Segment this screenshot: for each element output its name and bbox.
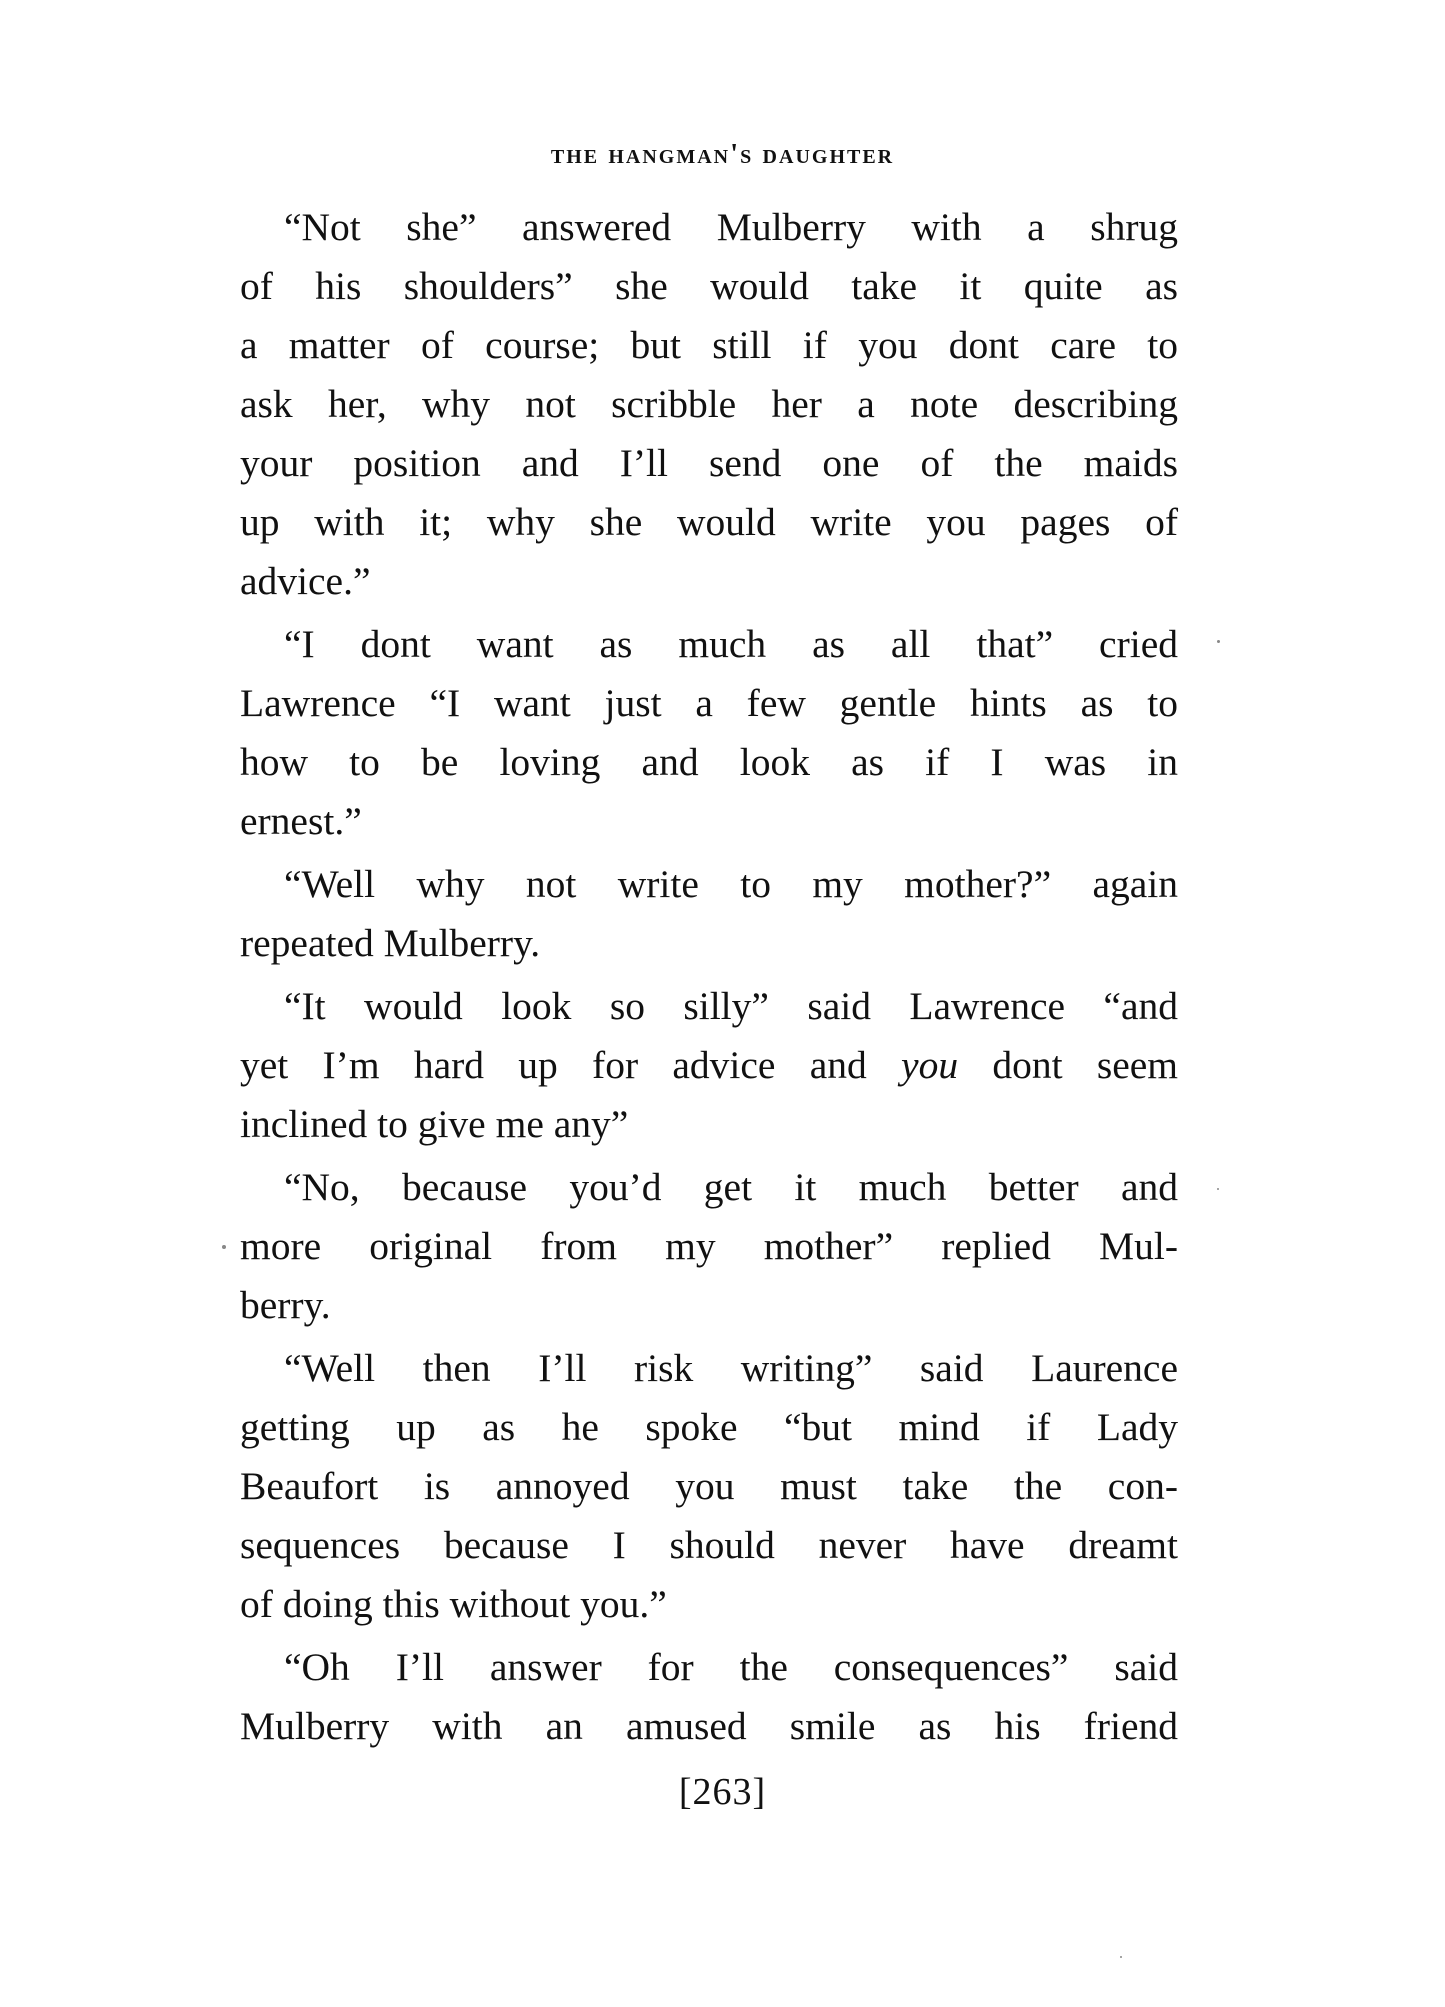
text-line: berry. (240, 1283, 331, 1327)
text-line: how to be loving and look as if I was in (240, 740, 1178, 784)
text-line: of his shoulders” she would take it quite as (240, 264, 1178, 308)
text-line: “Oh I’ll answer for the consequences” said (284, 1645, 1178, 1689)
paragraph-1 (240, 198, 1178, 611)
text-line: getting up as he spoke “but mind if Lady (240, 1405, 1178, 1449)
text-line: Lawrence “I want just a few gentle hints as to (240, 681, 1178, 725)
paper-speck (1217, 1188, 1219, 1190)
text-fragment: yet I’m hard up for advice and (240, 1043, 902, 1087)
text-line: repeated Mulberry. (240, 921, 541, 965)
paragraph-4 (240, 977, 1178, 1154)
text-line: “Not she” answered Mulberry with a shrug (284, 205, 1178, 249)
text-line: “Well then I’ll risk writing” said Laurence (284, 1346, 1178, 1390)
text-fragment: dont seem (958, 1043, 1179, 1087)
text-line: of doing this without you.” (240, 1582, 667, 1626)
paragraph-3 (240, 855, 1178, 973)
text-line: “It would look so silly” said Lawrence “and (284, 984, 1178, 1028)
text-line: more original from my mother” replied Mul- (240, 1224, 1178, 1268)
paragraph-2 (240, 615, 1178, 851)
text-line: “I dont want as much as all that” cried (284, 622, 1178, 666)
text-line: inclined to give me any” (240, 1102, 629, 1146)
page-number: [263] (678, 1771, 767, 1813)
running-head: the hangman's daughter (550, 138, 895, 170)
text-line: up with it; why she would write you pages of (240, 500, 1178, 544)
text-line-with-emphasis (240, 1036, 1178, 1095)
paper-speck (222, 1245, 226, 1249)
text-line: “No, because you’d get it much better and (284, 1165, 1178, 1209)
text-line: Mulberry with an amused smile as his friend (240, 1704, 1178, 1748)
paper-speck (1217, 640, 1220, 643)
text-line: your position and I’ll send one of the maids (240, 441, 1178, 485)
text-line: a matter of course; but still if you dont care to (240, 323, 1178, 367)
paragraph-6 (240, 1339, 1178, 1634)
body-text (240, 198, 1178, 1760)
text-line: advice.” (240, 559, 371, 603)
text-line: Beaufort is annoyed you must take the con- (240, 1464, 1178, 1508)
emphasized-word: you (901, 1043, 959, 1087)
text-line: ernest.” (240, 799, 362, 843)
paragraph-5 (240, 1158, 1178, 1335)
paper-speck (1120, 1956, 1122, 1958)
paragraph-7 (240, 1638, 1178, 1756)
text-line: sequences because I should never have dreamt (240, 1523, 1178, 1567)
text-line: “Well why not write to my mother?” again (284, 862, 1178, 906)
text-line: ask her, why not scribble her a note describing (240, 382, 1178, 426)
